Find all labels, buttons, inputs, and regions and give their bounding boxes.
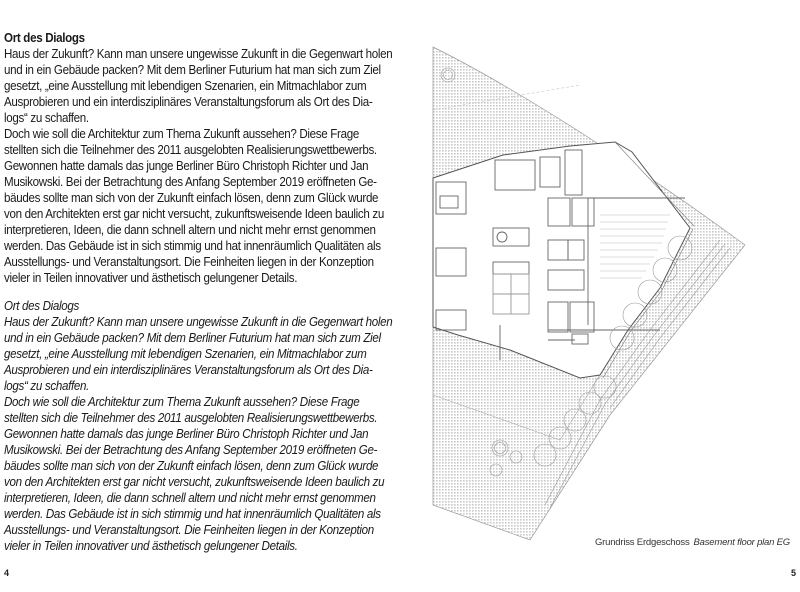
page-number-right: 5 (790, 568, 796, 578)
caption-english: Basement floor plan EG (693, 537, 790, 548)
section-heading-italic: Ort des Dialogs (4, 299, 80, 313)
right-page (400, 0, 800, 592)
caption-german: Grundriss Erdgeschoss (594, 537, 690, 548)
page-number-left: 4 (4, 568, 10, 578)
paragraph: Doch wie soll die Architektur zum Thema Zukunft aussehen? Diese Frage stellten sich die Teilnehmer des 2011 ausgelobten Realisierungswettbewerbs. Gewonnen hatte damals das junge Berliner Büro Christoph Richter und Jan Musikowski. Bei der Betrachtung des Anfang September 2019 eröffneten Ge- bäudes sollte man sich von der Zukunft einfach lösen, denn zum Glück wurde von den Architekten erst gar nicht versucht, zukunftsweisende Ideen baulich zu interpretieren, Ideen, die dann schnell altern und nicht mehr ernst genommen werden. Das Gebäude ist in sich stimmig und hat innenräumlich Qualitäten als Ausstellungs- und Veranstaltungsort. Die Feinheiten liegen in der Konzeption vieler in Teilen innovativer und ästhetisch gelungener Details. (4, 127, 385, 285)
text-section-italic (4, 298, 394, 554)
floor-plan-drawing (400, 0, 800, 592)
figure-caption (595, 537, 790, 548)
paragraph: Haus der Zukunft? Kann man unsere ungewisse Zukunft in die Gegenwart holen und in ein Gebäude packen? Mit dem Berliner Futurium hat man sich zum Ziel gesetzt, „eine Ausstellung mit lebendigen Szenarien, ein Mitmachlabor zum Ausprobieren und ein interdisziplinäres Veranstaltungsforum als Ort des Dia- logs“ zu schaffen. (4, 315, 393, 393)
section-heading-bold: Ort des Dialogs (4, 31, 85, 45)
paragraph: Doch wie soll die Architektur zum Thema Zukunft aussehen? Diese Frage stellten sich die Teilnehmer des 2011 ausgelobten Realisierungswettbewerbs. Gewonnen hatte damals das junge Berliner Büro Christoph Richter und Jan Musikowski. Bei der Betrachtung des Anfang September 2019 eröffneten Ge- bäudes sollte man sich von der Zukunft einfach lösen, denn zum Glück wurde von den Architekten erst gar nicht versucht, zukunftsweisende Ideen baulich zu interpretieren, Ideen, die dann schnell altern und nicht mehr ernst genommen werden. Das Gebäude ist in sich stimmig und hat innenräumlich Qualitäten als Ausstellungs- und Veranstaltungsort. Die Feinheiten liegen in der Konzeption vieler in Teilen innovativer und ästhetisch gelungener Details. (4, 395, 385, 553)
paragraph: Haus der Zukunft? Kann man unsere ungewisse Zukunft in die Gegenwart holen und in ein Gebäude packen? Mit dem Berliner Futurium hat man sich zum Ziel gesetzt, „eine Ausstellung mit lebendigen Szenarien, ein Mitmachlabor zum Ausprobieren und ein interdisziplinäres Veranstaltungsforum als Ort des Dia- logs“ zu schaffen. (4, 47, 393, 125)
text-section-regular (4, 30, 394, 286)
